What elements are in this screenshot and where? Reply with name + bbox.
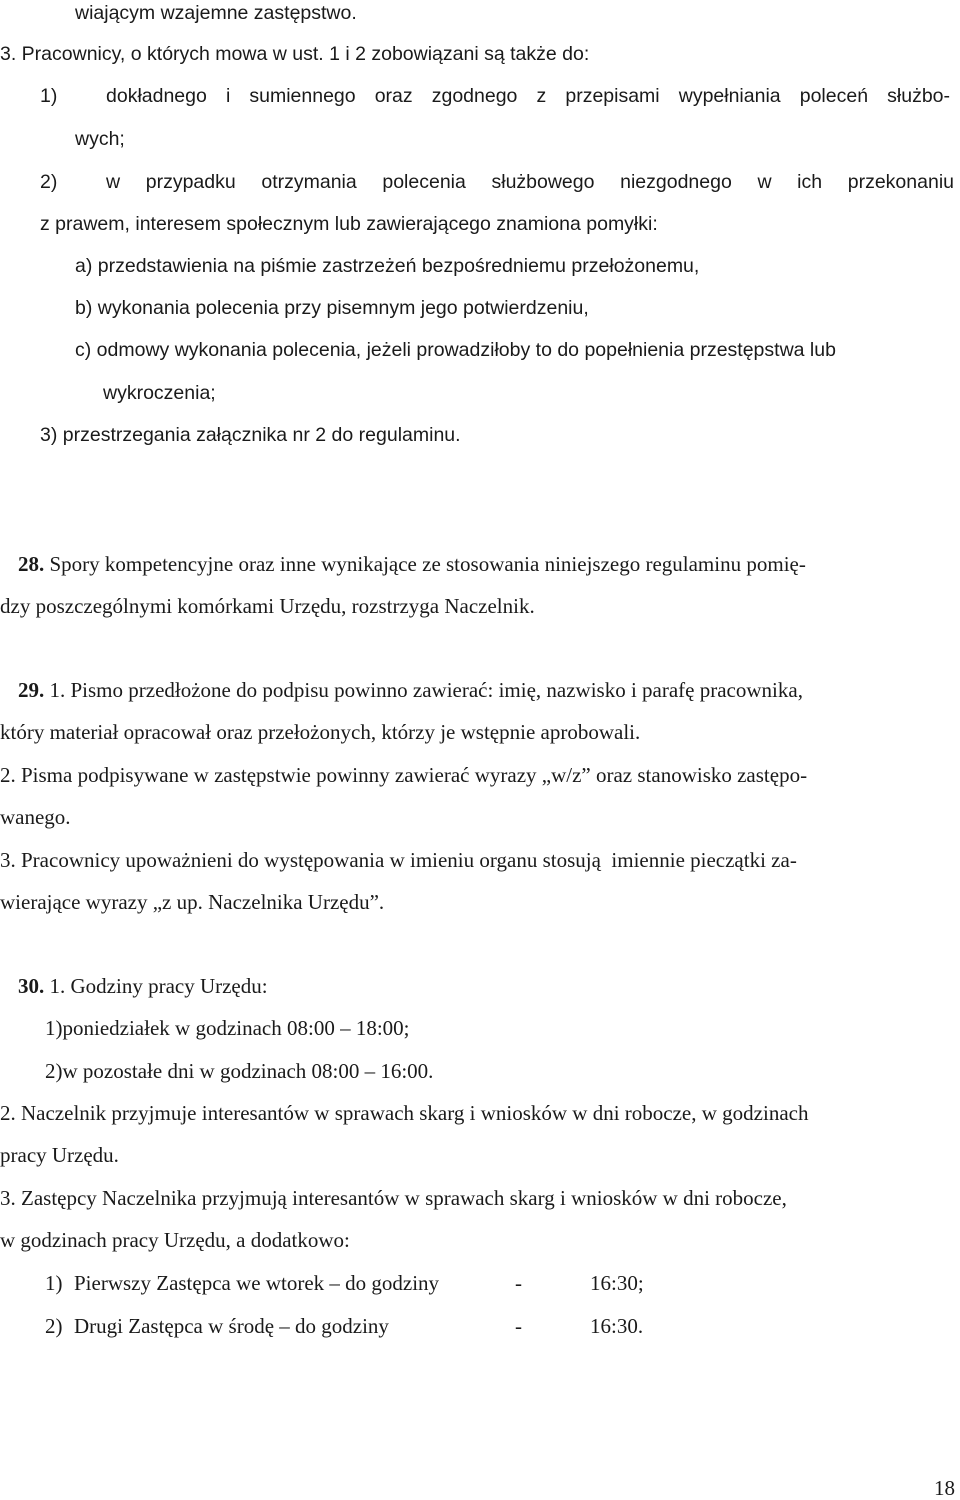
text-line: 3. Pracownicy upoważnieni do występowania w imieniu organu stosują imiennie pieczątki za- — [0, 848, 797, 872]
text-line: 2. Pisma podpisywane w zastępstwie powinny zawierać wyrazy „w/z” oraz stanowisko zastępo- — [0, 763, 808, 787]
section-number: 30. — [18, 974, 45, 998]
text-line: dokładnego i sumiennego oraz zgodnego z przepisami wypełniania poleceń służbo- — [106, 85, 950, 107]
section-number: 29. — [18, 678, 45, 702]
text-line: który materiał opracował oraz przełożonych, którzy je wstępnie aprobowali. — [0, 720, 641, 744]
list-item: b) wykonania polecenia przy pisemnym jego potwierdzeniu, — [75, 297, 589, 319]
dash: - — [515, 1314, 522, 1338]
text-line: wiającym wzajemne zastępstwo. — [75, 2, 357, 24]
list-number: 2) — [40, 171, 58, 193]
text-line: w przypadku otrzymania polecenia służbowego niezgodnego w ich przekonaniu — [106, 171, 954, 193]
list-item: c) odmowy wykonania polecenia, jeżeli prowadziłoby to do popełnienia przestępstwa lub — [75, 339, 836, 361]
text-line: wych; — [75, 128, 125, 150]
dash: - — [515, 1271, 522, 1295]
text-line: w godzinach pracy Urzędu, a dodatkowo: — [0, 1228, 350, 1252]
text-line: dzy poszczególnymi komórkami Urzędu, rozstrzyga Naczelnik. — [0, 594, 535, 618]
list-item: 2)w pozostałe dni w godzinach 08:00 – 16:00. — [45, 1059, 434, 1083]
text-line: 1. Pismo przedłożone do podpisu powinno zawierać: imię, nazwisko i parafę pracownika, — [44, 678, 803, 702]
list-number: 1) — [40, 85, 58, 107]
text-line: 2. Naczelnik przyjmuje interesantów w sprawach skarg i wniosków w dni robocze, w godzinach — [0, 1101, 809, 1125]
text-line: 1. Godziny pracy Urzędu: — [44, 974, 268, 998]
text-line: 3. Pracownicy, o których mowa w ust. 1 i 2 zobowiązani są także do: — [0, 43, 590, 65]
text-line: wanego. — [0, 805, 71, 829]
list-item: Drugi Zastępca w środę – do godziny — [74, 1314, 389, 1338]
section-29 — [18, 680, 803, 701]
time-value: 16:30. — [590, 1314, 644, 1338]
list-item: 1)poniedziałek w godzinach 08:00 – 18:00; — [45, 1016, 410, 1040]
list-number: 2) — [45, 1314, 63, 1338]
section-28 — [18, 554, 806, 575]
section-30 — [18, 976, 268, 997]
text-line: pracy Urzędu. — [0, 1143, 119, 1167]
section-number: 28. — [18, 552, 45, 576]
text-line: wierające wyrazy „z up. Naczelnika Urzędu”. — [0, 890, 385, 914]
text-line: wykroczenia; — [103, 382, 216, 404]
text-line: 3. Zastępcy Naczelnika przyjmują interesantów w sprawach skarg i wniosków w dni robocze, — [0, 1186, 787, 1210]
list-item: a) przedstawienia na piśmie zastrzeżeń bezpośredniemu przełożonemu, — [75, 255, 700, 277]
text-line: Spory kompetencyjne oraz inne wynikające ze stosowania niniejszego regulaminu pomię- — [44, 552, 806, 576]
time-value: 16:30; — [590, 1271, 644, 1295]
list-number: 1) — [45, 1271, 63, 1295]
page-number: 18 — [934, 1476, 955, 1500]
text-line: z prawem, interesem społecznym lub zawierającego znamiona pomyłki: — [40, 213, 658, 235]
list-item: 3) przestrzegania załącznika nr 2 do regulaminu. — [40, 424, 461, 446]
list-item: Pierwszy Zastępca we wtorek – do godziny — [74, 1271, 440, 1295]
